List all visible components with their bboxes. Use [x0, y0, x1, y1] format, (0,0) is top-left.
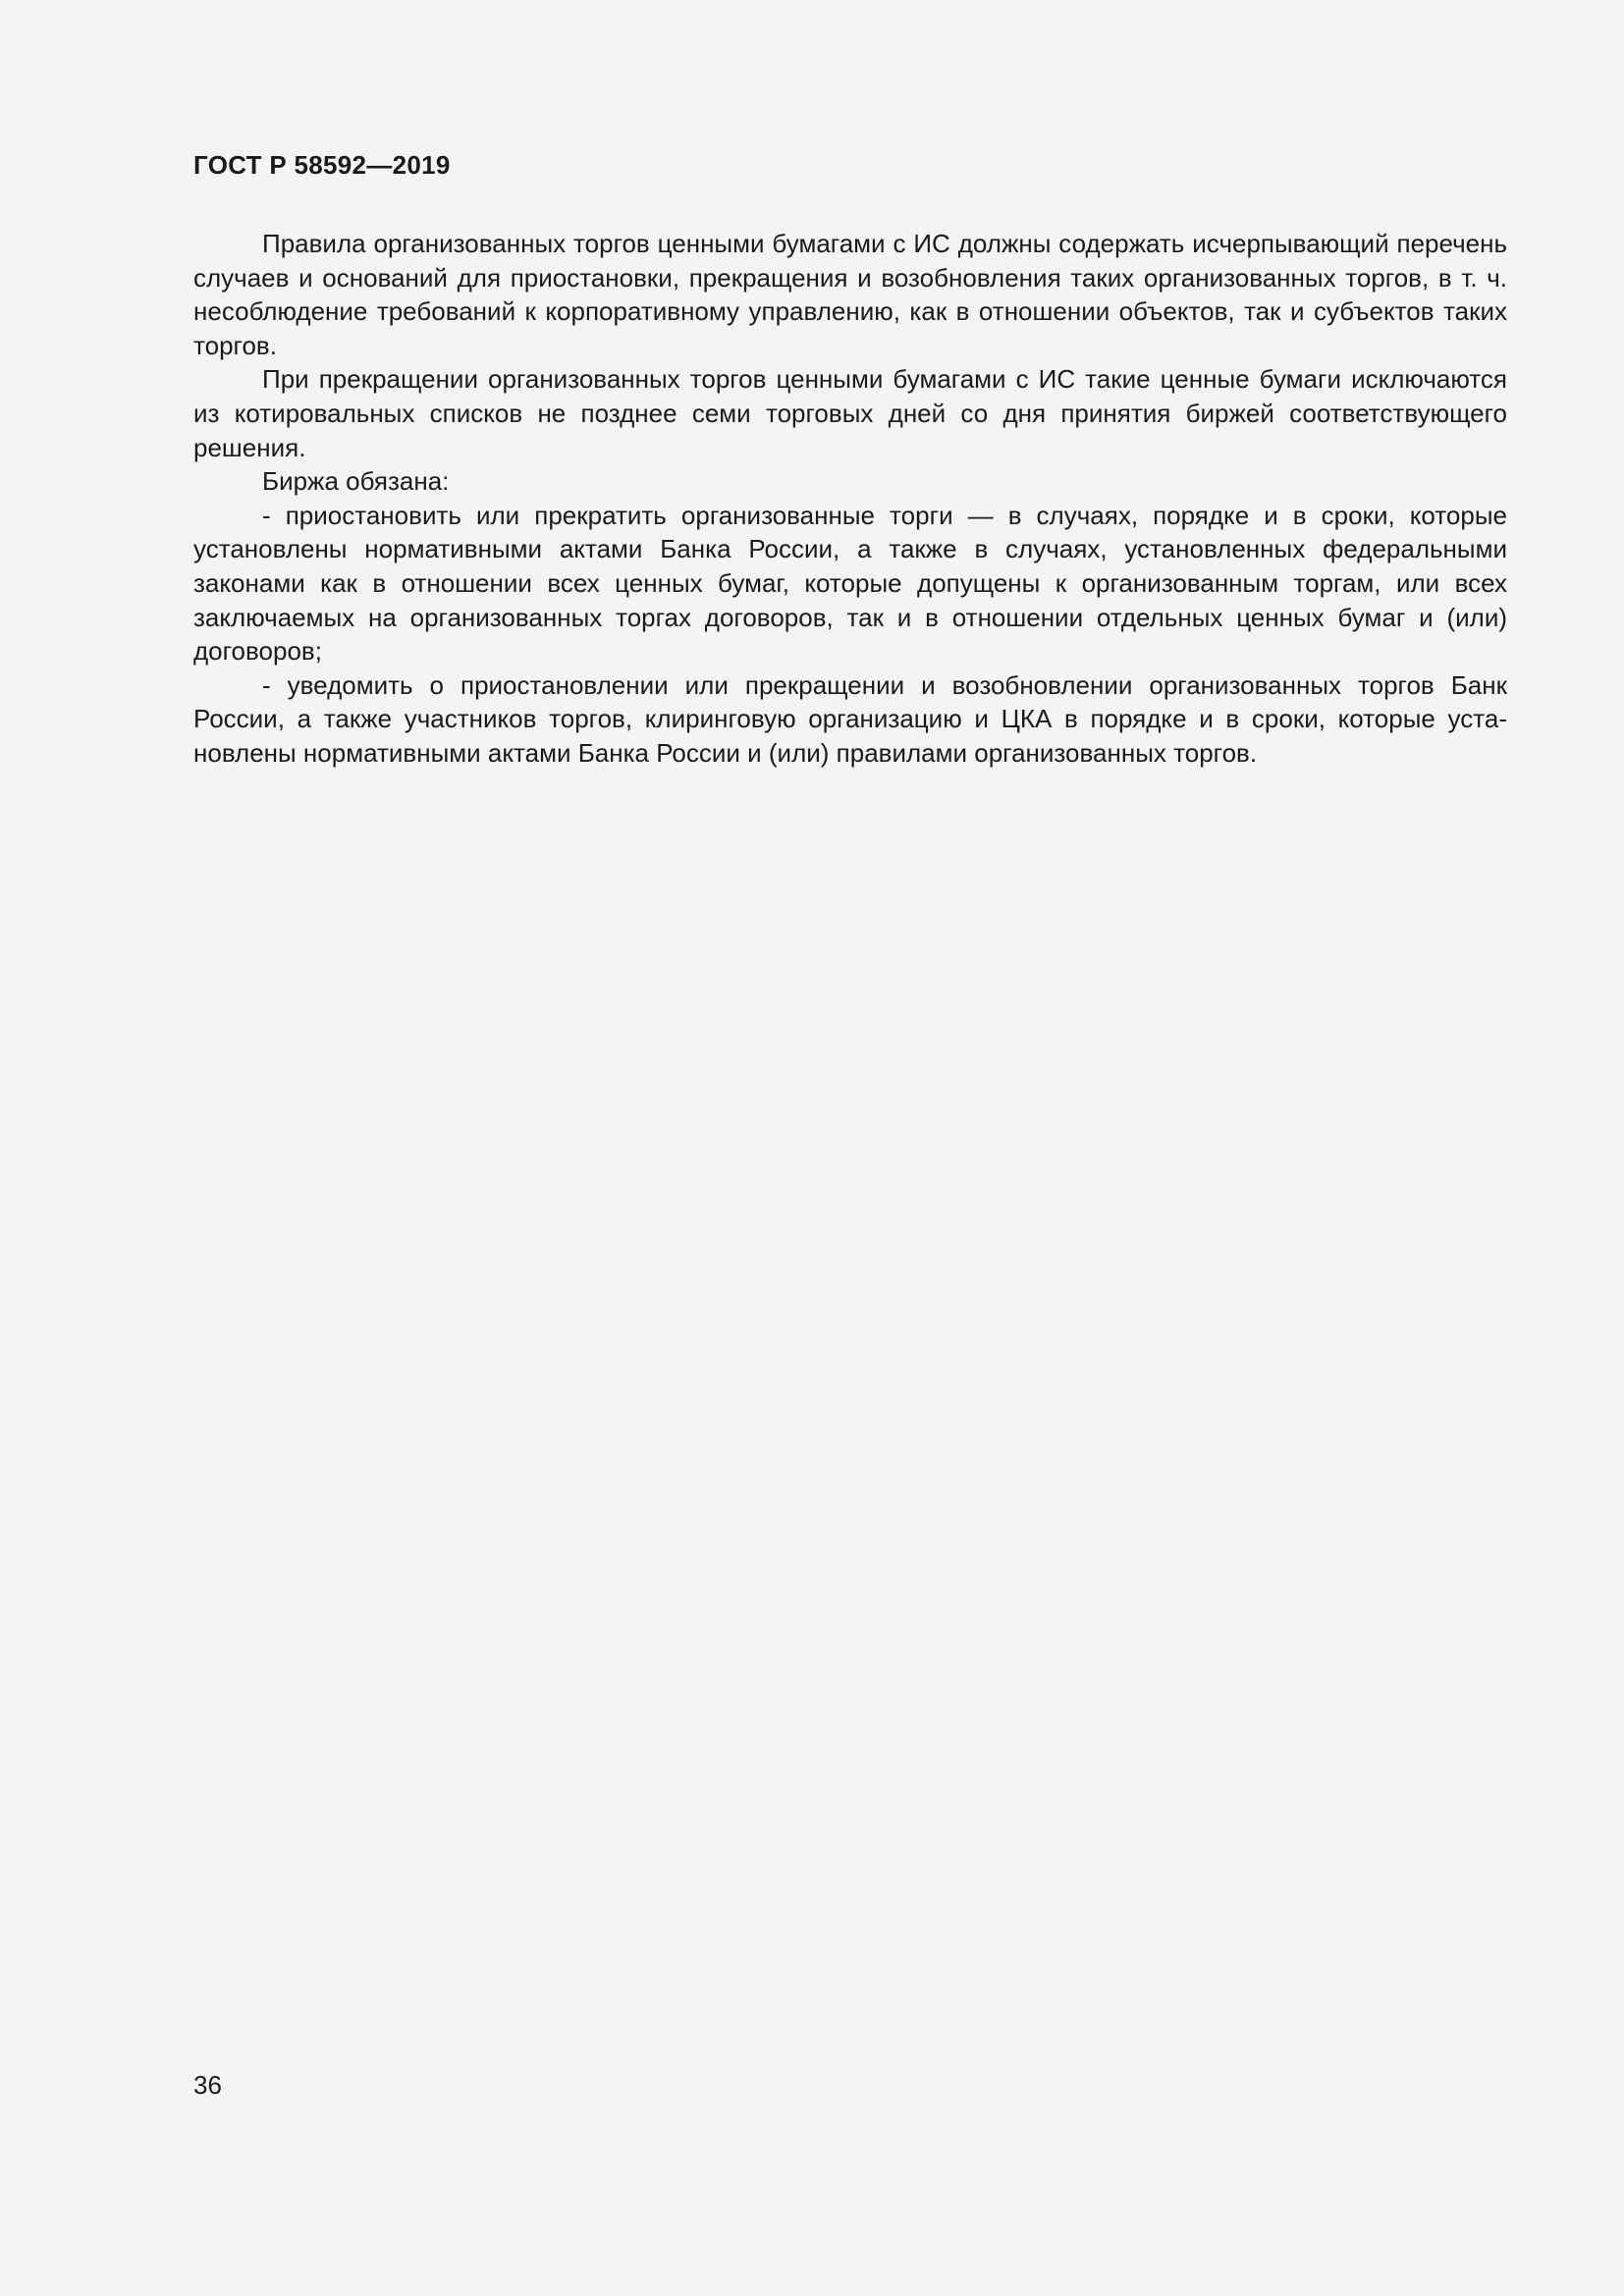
document-body: [193, 227, 1507, 771]
list-item-notify: - уведомить о приостановлении или прекращении и возобновлении организованных торгов Банк России, а также участников торгов, клиринговую организацию и ЦКА в порядке и в сроки, которые установлены нормативными актами Банка России и (или) правилами организованных торгов.: [193, 669, 1507, 768]
document-header: ГОСТ Р 58592—2019: [193, 150, 451, 180]
list-item-suspend-trading: - приостановить или прекратить организованные торги — в случаях, порядке и в сроки, которые установлены нормативными актами Банка России, а также в случаях, установленных федеральными законами как в отношении всех ценных бумаг, которые допущены к организованным торгам, или всех заключаемых на организованных торгах договоров, так и в отношении отдельных ценных бумаг и (или) договоров;: [193, 500, 1507, 667]
paragraph-termination: При прекращении организованных торгов ценными бумагами с ИС такие ценные бумаги исключаются из котировальных списков не позднее семи торговых дней со дня принятия биржей соответствующего решения.: [193, 364, 1507, 462]
paragraph-trading-rules: Правила организованных торгов ценными бумагами с ИС должны содержать исчерпывающий перечень случаев и оснований для приостановки, прекращения и возобновления таких организованных торгов, в т. ч. несоблюдение требований к корпоративному управлению, как в отношении объектов, так и субъектов таких торгов.: [193, 229, 1507, 360]
paragraph-exchange-obligations: Биржа обязана:: [262, 466, 450, 497]
page-number: 36: [193, 2070, 222, 2100]
